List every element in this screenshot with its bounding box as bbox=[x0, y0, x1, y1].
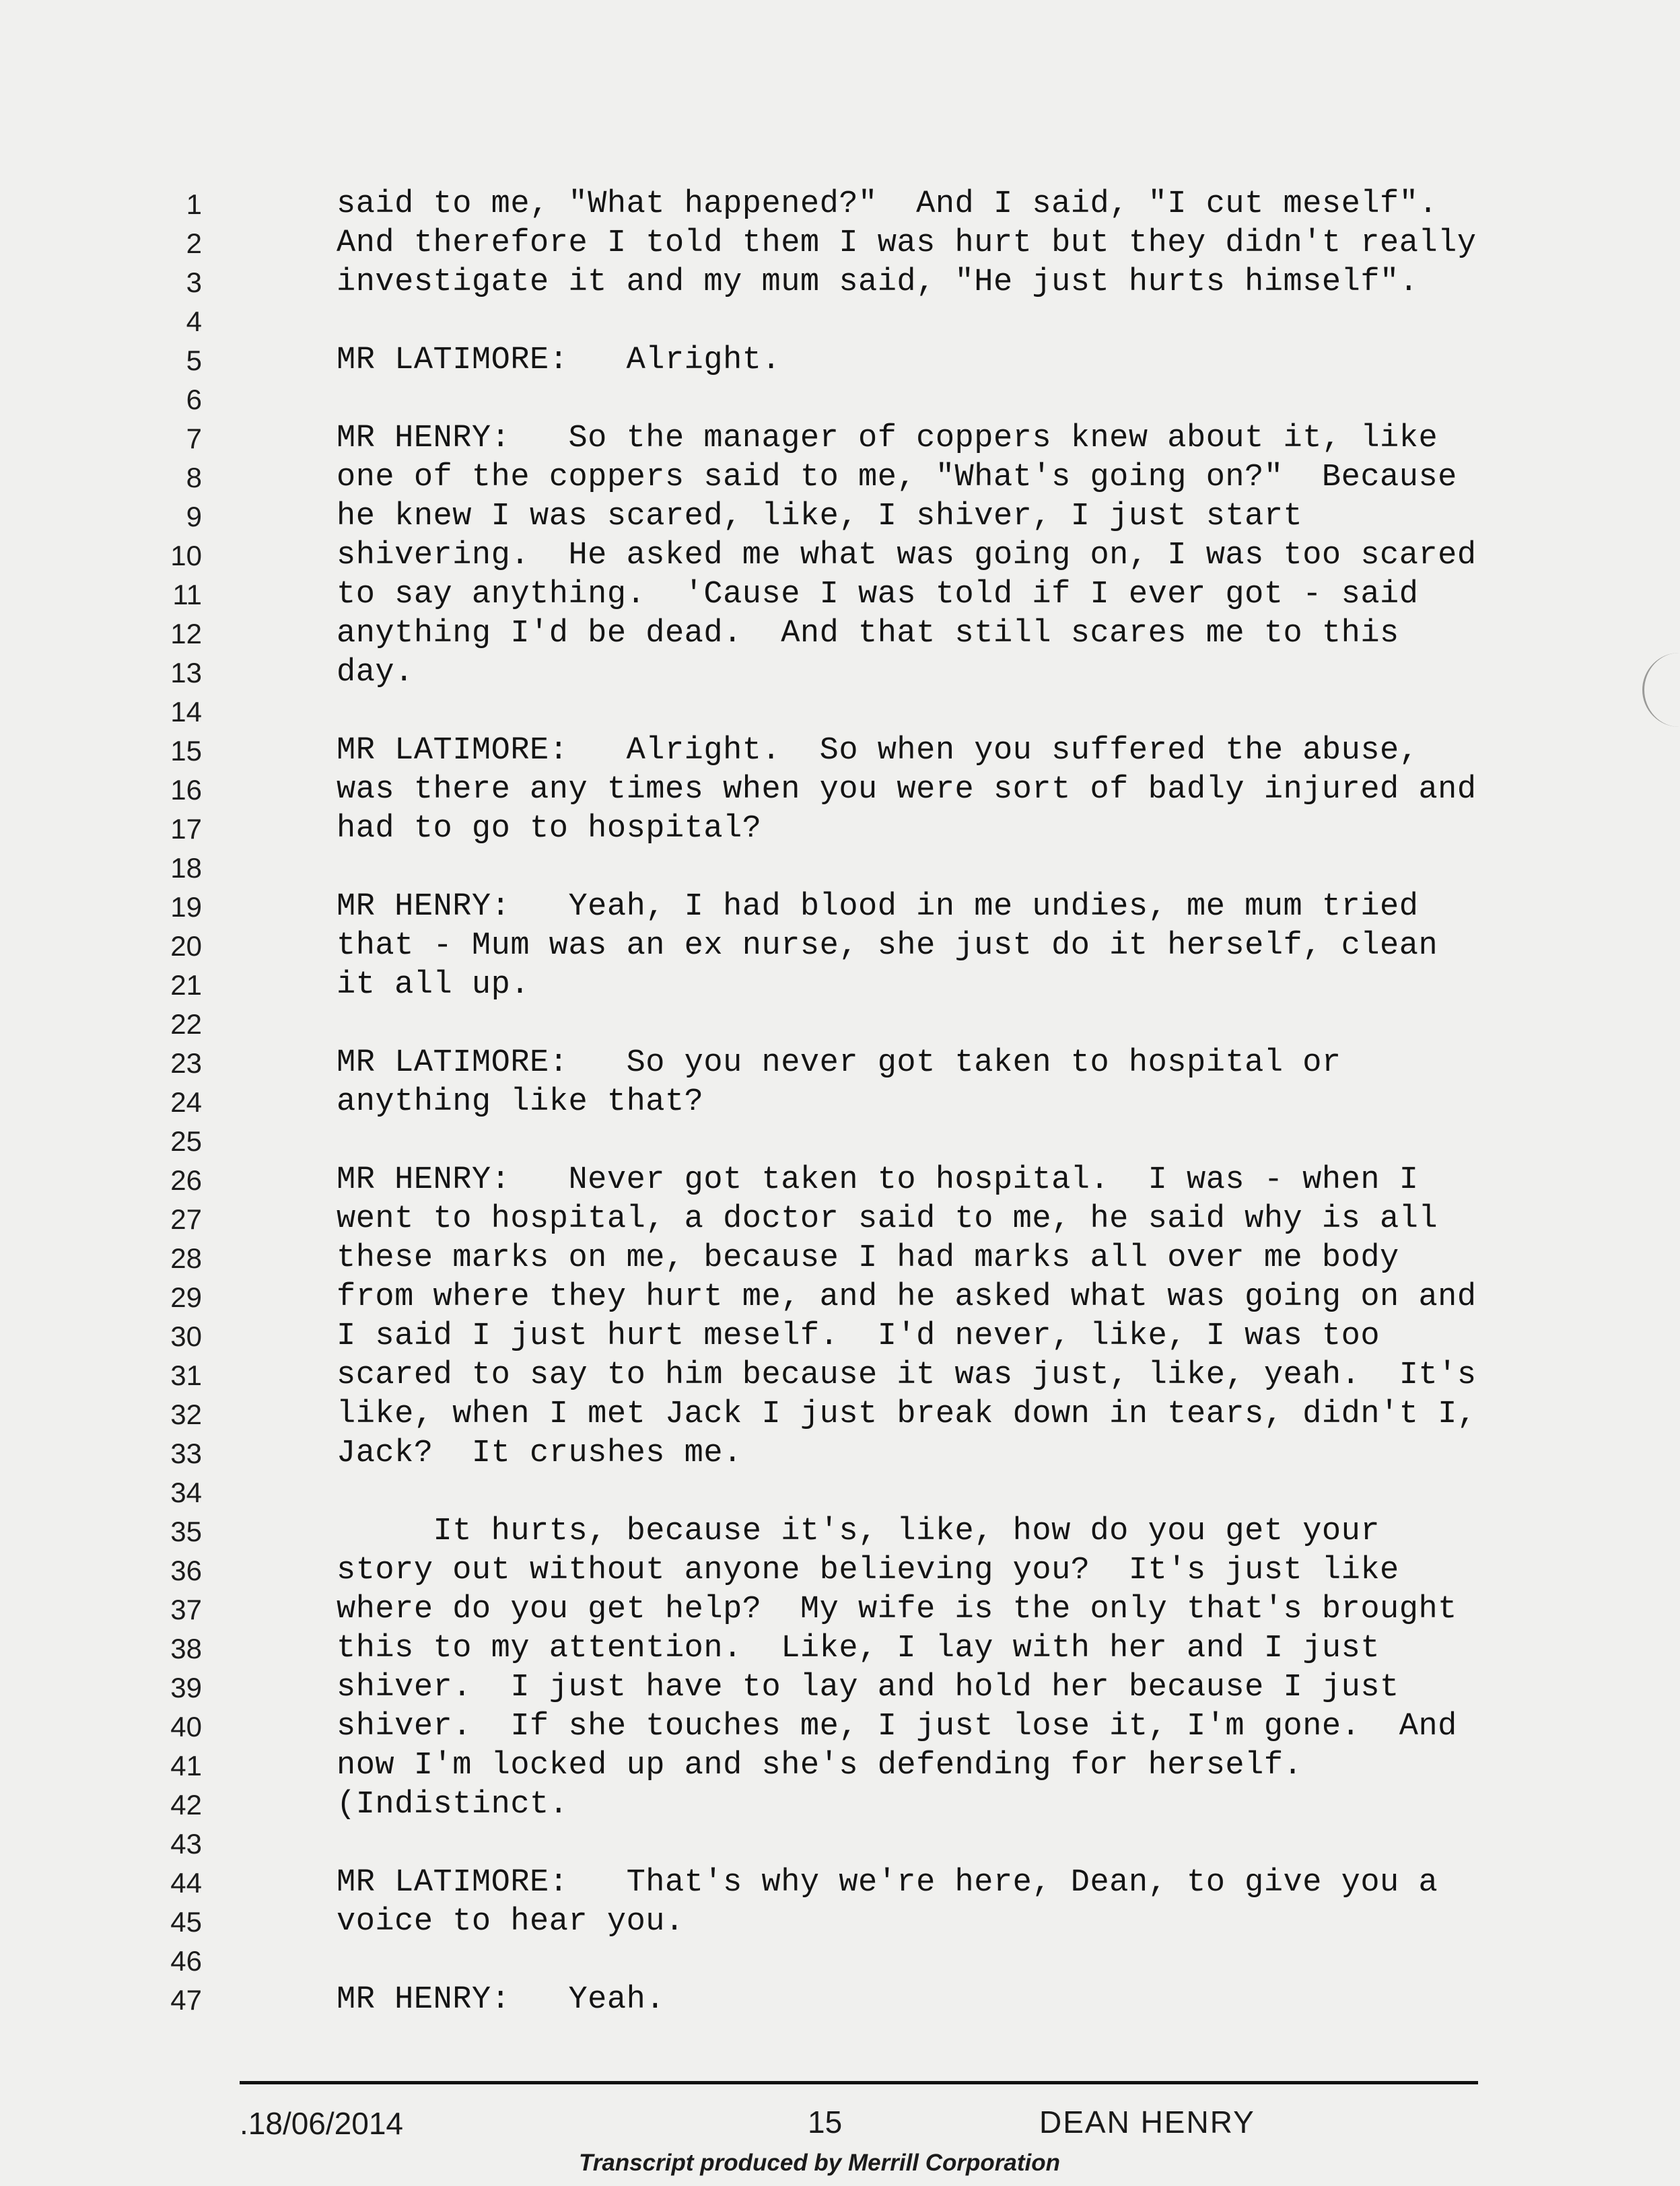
transcript-line bbox=[0, 1981, 1680, 2020]
line-text: shiver. If she touches me, I just lose it, I'm gone. And bbox=[337, 1709, 1457, 1744]
line-number: 27 bbox=[170, 1203, 202, 1235]
line-number: 11 bbox=[172, 579, 202, 610]
line-number: 9 bbox=[186, 501, 202, 532]
line-number: 17 bbox=[170, 813, 202, 845]
line-text: MR LATIMORE: Alright. bbox=[337, 343, 781, 378]
line-number: 29 bbox=[170, 1281, 202, 1313]
transcript-line bbox=[0, 380, 1680, 419]
line-text: MR LATIMORE: So you never got taken to hospital or bbox=[337, 1045, 1341, 1081]
transcript-line bbox=[0, 1356, 1680, 1395]
line-number: 8 bbox=[186, 462, 202, 493]
line-text: MR HENRY: Yeah. bbox=[337, 1982, 665, 2018]
transcript-line bbox=[0, 1005, 1680, 1044]
line-text: this to my attention. Like, I lay with her and I just bbox=[337, 1631, 1380, 1666]
line-text: (Indistinct. bbox=[337, 1787, 569, 1823]
transcript-line bbox=[0, 536, 1680, 575]
line-number: 39 bbox=[170, 1672, 202, 1703]
transcript-line bbox=[0, 1629, 1680, 1668]
transcript-line bbox=[0, 927, 1680, 966]
line-number: 33 bbox=[170, 1438, 202, 1469]
line-text: anything I'd be dead. And that still scares me to this bbox=[337, 616, 1399, 651]
line-text: voice to hear you. bbox=[337, 1904, 685, 1940]
line-number: 43 bbox=[170, 1828, 202, 1860]
transcript-line bbox=[0, 575, 1680, 614]
transcript-line bbox=[0, 1239, 1680, 1278]
transcript-line bbox=[0, 1590, 1680, 1629]
line-number: 10 bbox=[170, 540, 202, 571]
line-number: 36 bbox=[170, 1555, 202, 1586]
line-number: 35 bbox=[170, 1516, 202, 1547]
transcript-line bbox=[0, 1551, 1680, 1590]
line-number: 37 bbox=[170, 1594, 202, 1625]
line-number: 41 bbox=[170, 1750, 202, 1782]
transcript-line bbox=[0, 302, 1680, 341]
line-text: day. bbox=[337, 655, 414, 691]
line-number: 16 bbox=[170, 774, 202, 806]
line-number: 47 bbox=[170, 1984, 202, 2016]
line-text: anything like that? bbox=[337, 1084, 704, 1120]
transcript-line bbox=[0, 224, 1680, 263]
line-number: 20 bbox=[170, 930, 202, 962]
transcript-line bbox=[0, 771, 1680, 810]
transcript-line bbox=[0, 1512, 1680, 1551]
line-text: shivering. He asked me what was going on, I was too scared bbox=[337, 538, 1477, 573]
transcript-line bbox=[0, 1200, 1680, 1239]
transcript-line bbox=[0, 1083, 1680, 1122]
line-number: 23 bbox=[170, 1047, 202, 1079]
line-number: 6 bbox=[186, 384, 202, 415]
line-text: It hurts, because it's, like, how do you get your bbox=[337, 1514, 1380, 1549]
transcript-line bbox=[0, 810, 1680, 849]
line-text: MR HENRY: Never got taken to hospital. I was - when I bbox=[337, 1162, 1419, 1198]
line-number: 4 bbox=[186, 306, 202, 337]
transcript-line bbox=[0, 185, 1680, 224]
line-text: like, when I met Jack I just break down in tears, didn't I, bbox=[337, 1397, 1477, 1432]
transcript-line bbox=[0, 1044, 1680, 1083]
line-number: 31 bbox=[170, 1360, 202, 1391]
line-text: where do you get help? My wife is the only that's brought bbox=[337, 1592, 1457, 1627]
line-text: And therefore I told them I was hurt but they didn't really bbox=[337, 225, 1477, 261]
witness-name: DEAN HENRY bbox=[1039, 2105, 1255, 2140]
line-number: 45 bbox=[170, 1906, 202, 1938]
transcript-line bbox=[0, 614, 1680, 654]
line-text: investigate it and my mum said, "He just hurts himself". bbox=[337, 265, 1419, 300]
line-number: 25 bbox=[170, 1125, 202, 1157]
transcript-line bbox=[0, 341, 1680, 380]
transcript-line bbox=[0, 1864, 1680, 1903]
line-text: was there any times when you were sort of badly injured and bbox=[337, 772, 1477, 808]
line-text: he knew I was scared, like, I shiver, I just start bbox=[337, 499, 1303, 534]
line-text: these marks on me, because I had marks all over me body bbox=[337, 1240, 1399, 1276]
transcript-line bbox=[0, 1707, 1680, 1747]
line-number: 14 bbox=[170, 696, 202, 728]
transcript-line bbox=[0, 263, 1680, 302]
line-number: 40 bbox=[170, 1711, 202, 1742]
transcript-line bbox=[0, 888, 1680, 927]
transcript-line bbox=[0, 1122, 1680, 1161]
transcript-line bbox=[0, 732, 1680, 771]
line-text: MR LATIMORE: Alright. So when you suffered the abuse, bbox=[337, 733, 1419, 769]
transcript-credit: Transcript produced by Merrill Corporation bbox=[579, 2150, 1061, 2176]
transcript-line bbox=[0, 966, 1680, 1005]
transcript-line bbox=[0, 1942, 1680, 1981]
transcript-line bbox=[0, 1903, 1680, 1942]
transcript-line bbox=[0, 849, 1680, 888]
line-number: 34 bbox=[170, 1477, 202, 1508]
line-number: 22 bbox=[170, 1008, 202, 1040]
transcript-line bbox=[0, 419, 1680, 458]
line-number: 21 bbox=[170, 969, 202, 1001]
transcript-line bbox=[0, 1434, 1680, 1473]
line-number: 30 bbox=[170, 1320, 202, 1352]
line-number: 3 bbox=[186, 267, 202, 298]
line-number: 12 bbox=[170, 618, 202, 649]
transcript-line bbox=[0, 1668, 1680, 1707]
line-text: that - Mum was an ex nurse, she just do it herself, clean bbox=[337, 928, 1438, 964]
line-number: 38 bbox=[170, 1633, 202, 1664]
line-text: one of the coppers said to me, "What's going on?" Because bbox=[337, 460, 1457, 495]
transcript-line bbox=[0, 497, 1680, 536]
line-number: 44 bbox=[170, 1867, 202, 1899]
line-number: 46 bbox=[170, 1945, 202, 1977]
footer-divider bbox=[240, 2081, 1478, 2084]
line-text: Jack? It crushes me. bbox=[337, 1436, 742, 1471]
line-text: MR LATIMORE: That's why we're here, Dean, to give you a bbox=[337, 1865, 1438, 1901]
transcript-line bbox=[0, 654, 1680, 693]
line-text: said to me, "What happened?" And I said, "I cut meself". bbox=[337, 186, 1438, 222]
line-number: 18 bbox=[170, 852, 202, 884]
transcript-line bbox=[0, 1747, 1680, 1786]
line-text: from where they hurt me, and he asked what was going on and bbox=[337, 1279, 1477, 1315]
line-text: went to hospital, a doctor said to me, he said why is all bbox=[337, 1201, 1438, 1237]
line-text: it all up. bbox=[337, 967, 530, 1003]
transcript-line bbox=[0, 1825, 1680, 1864]
line-text: now I'm locked up and she's defending for herself. bbox=[337, 1748, 1303, 1784]
line-text: scared to say to him because it was just, like, yeah. It's bbox=[337, 1358, 1477, 1393]
line-text: MR HENRY: So the manager of coppers knew about it, like bbox=[337, 421, 1438, 456]
transcript-line bbox=[0, 693, 1680, 732]
transcript-line bbox=[0, 1786, 1680, 1825]
page-number: 15 bbox=[808, 2105, 843, 2140]
line-text: MR HENRY: Yeah, I had blood in me undies, me mum tried bbox=[337, 889, 1419, 925]
line-number: 1 bbox=[186, 188, 202, 220]
line-number: 32 bbox=[170, 1399, 202, 1430]
line-number: 28 bbox=[170, 1242, 202, 1274]
line-text: I said I just hurt meself. I'd never, like, I was too bbox=[337, 1318, 1380, 1354]
line-number: 26 bbox=[170, 1164, 202, 1196]
line-number: 7 bbox=[186, 423, 202, 454]
line-number: 2 bbox=[186, 227, 202, 259]
line-number: 13 bbox=[170, 657, 202, 689]
transcript-line bbox=[0, 1395, 1680, 1434]
line-number: 42 bbox=[170, 1789, 202, 1821]
transcript-line bbox=[0, 1317, 1680, 1356]
line-number: 24 bbox=[170, 1086, 202, 1118]
footer-date: .18/06/2014 bbox=[240, 2106, 404, 2141]
line-number: 15 bbox=[170, 735, 202, 767]
transcript-line bbox=[0, 1278, 1680, 1317]
line-text: had to go to hospital? bbox=[337, 811, 762, 847]
line-text: to say anything. 'Cause I was told if I ever got - said bbox=[337, 577, 1419, 612]
transcript-line bbox=[0, 458, 1680, 497]
line-text: story out without anyone believing you? It's just like bbox=[337, 1553, 1399, 1588]
line-number: 5 bbox=[186, 345, 202, 376]
transcript-line bbox=[0, 1161, 1680, 1200]
transcript-line bbox=[0, 1473, 1680, 1512]
line-number: 19 bbox=[170, 891, 202, 923]
line-text: shiver. I just have to lay and hold her because I just bbox=[337, 1670, 1399, 1705]
